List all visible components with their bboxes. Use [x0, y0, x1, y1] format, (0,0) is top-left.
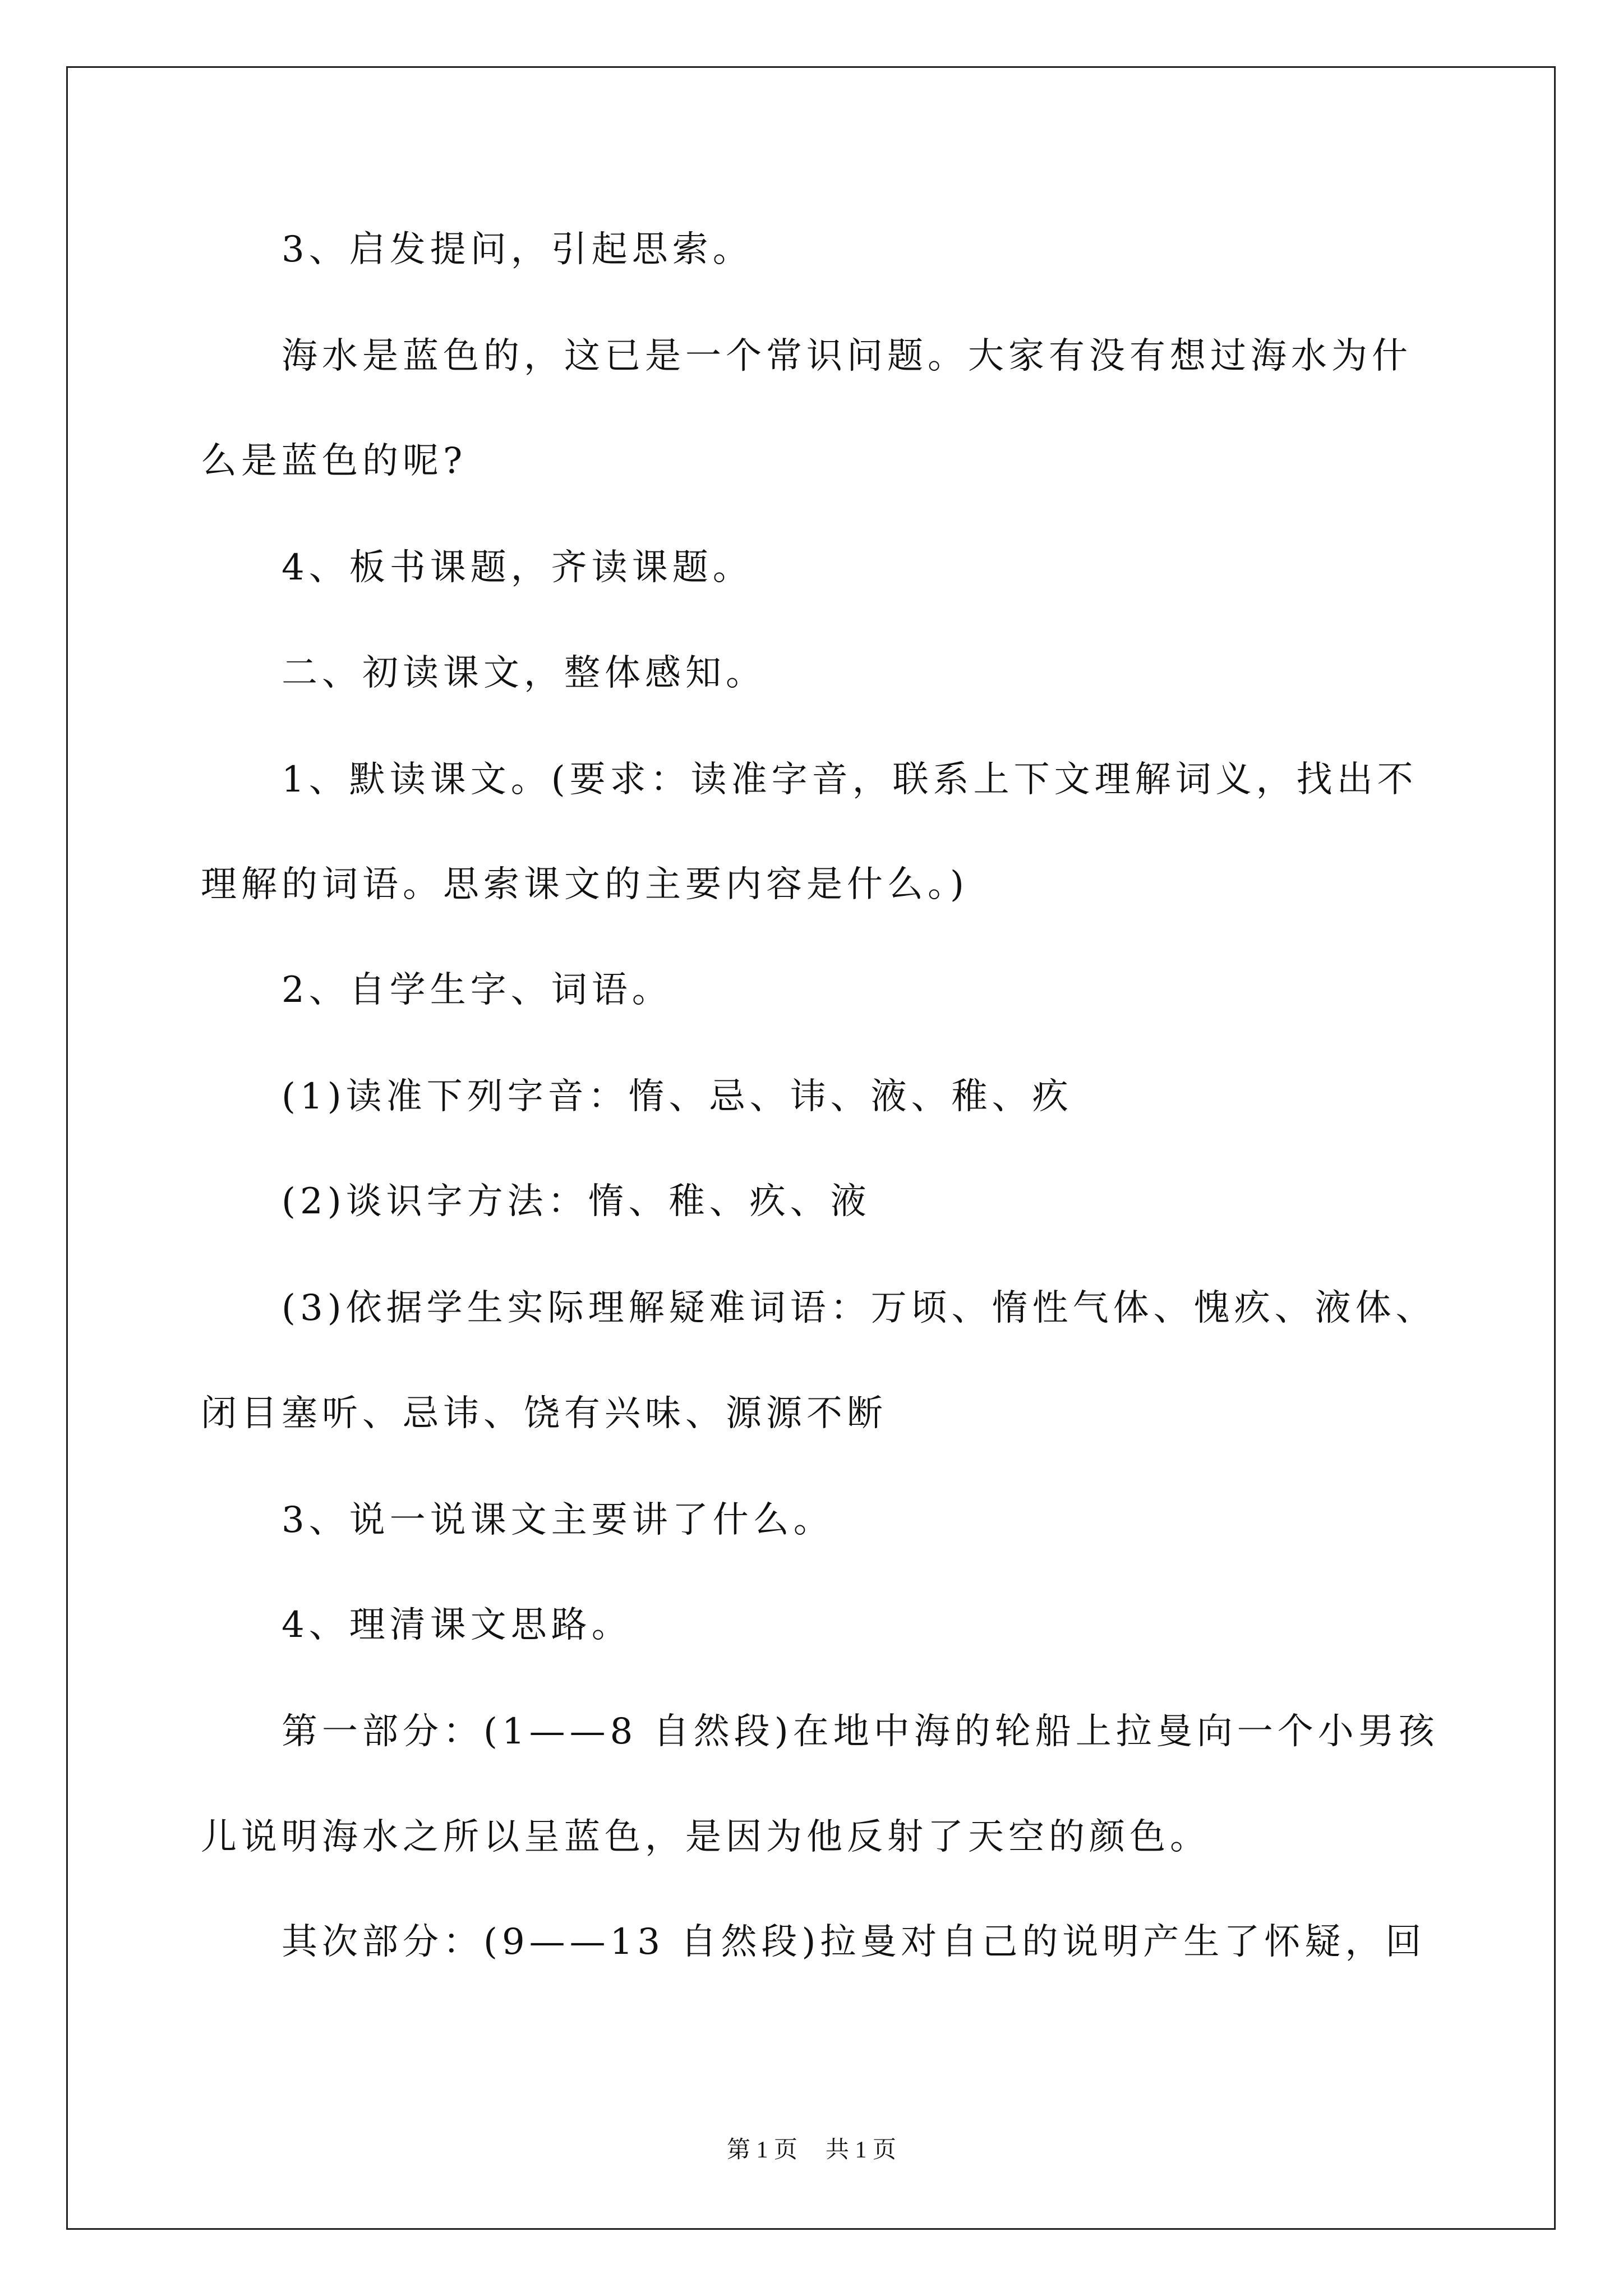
- paragraph-line: 海水是蓝色的，这已是一个常识问题。大家有没有想过海水为什: [282, 335, 1412, 377]
- paragraph-line: 么是蓝色的呢?: [201, 440, 467, 482]
- page-border: [66, 66, 1556, 2230]
- page-footer: [0, 2138, 1623, 2162]
- paragraph-line: (2)谈识字方法：惰、稚、疚、液: [282, 1181, 871, 1222]
- paragraph-line: 1、默读课文。(要求：读准字音，联系上下文理解词义，找出不: [282, 759, 1418, 800]
- paragraph-line: 儿说明海水之所以呈蓝色，是因为他反射了天空的颜色。: [201, 1816, 1210, 1858]
- paragraph-line: (1)读准下列字音：惰、忌、讳、液、稚、疚: [282, 1076, 1073, 1117]
- paragraph-line: 闭目塞听、忌讳、饶有兴味、源源不断: [201, 1393, 887, 1434]
- paragraph-line: 二、初读课文，整体感知。: [282, 652, 766, 694]
- paragraph-line: (3)依据学生实际理解疑难词语：万顷、惰性气体、愧疚、液体、: [282, 1287, 1436, 1329]
- paragraph-line: 2、自学生字、词语。: [282, 969, 672, 1011]
- page-total: 共 1 页: [826, 2137, 897, 2163]
- paragraph-line: 4、板书课题，齐读课题。: [282, 547, 753, 588]
- paragraph-line: 第一部分：(1——8 自然段)在地中海的轮船上拉曼向一个小男孩: [282, 1711, 1439, 1752]
- paragraph-line: 理解的词语。思索课文的主要内容是什么。): [201, 864, 969, 905]
- page-number: 第 1 页: [726, 2137, 797, 2163]
- paragraph-line: 4、理清课文思路。: [282, 1604, 632, 1646]
- paragraph-line: 3、启发提问，引起思索。: [282, 229, 753, 270]
- paragraph-line: 3、说一说课文主要讲了什么。: [282, 1499, 834, 1541]
- paragraph-line: 其次部分：(9——13 自然段)拉曼对自己的说明产生了怀疑，回: [282, 1921, 1426, 1963]
